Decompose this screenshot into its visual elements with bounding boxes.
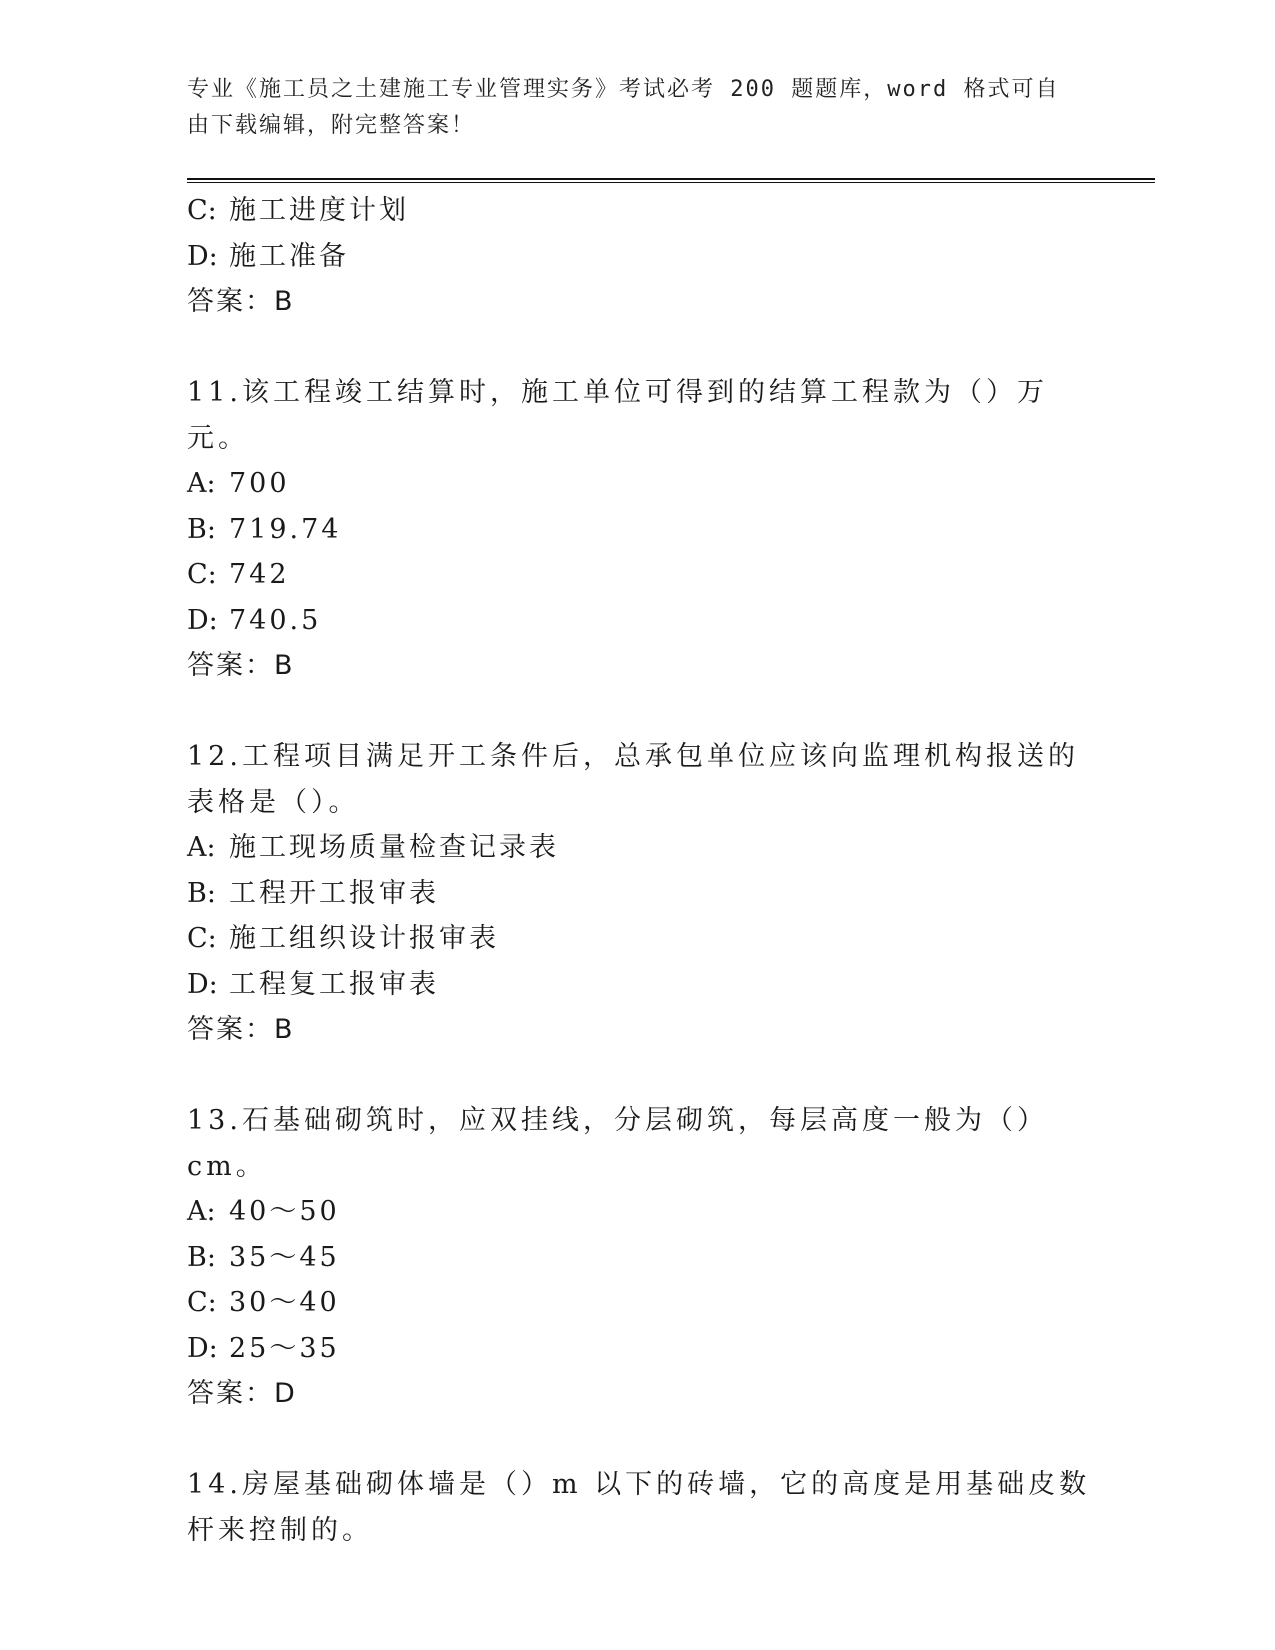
question-stem: 14.房屋基础砌体墙是（）m 以下的砖墙，它的高度是用基础皮数杆来控制的。 — [187, 1469, 1091, 1546]
question-block — [187, 734, 1107, 1053]
option-letter: C: — [187, 559, 217, 590]
option-d — [187, 1326, 1107, 1372]
option-text: 742 — [229, 559, 290, 590]
option-text: 35～45 — [229, 1241, 340, 1273]
option-text: 施工组织设计报审表 — [229, 923, 499, 954]
answer-line: 答案：B — [187, 650, 295, 681]
question-stem: 12.工程项目满足开工条件后，总承包单位应该向监理机构报送的表格是（）。 — [187, 741, 1079, 818]
question-list — [187, 188, 1107, 1553]
answer-line: 答案：D — [187, 1378, 297, 1409]
option-c — [187, 552, 1107, 598]
option-text: 30～40 — [229, 1287, 340, 1318]
option-letter: D: — [187, 604, 218, 636]
question-stem: 11.该工程竣工结算时，施工单位可得到的结算工程款为（）万元。 — [187, 377, 1048, 454]
option-text: 740.5 — [229, 604, 322, 636]
option-text: 25～35 — [229, 1332, 340, 1364]
option-letter: C: — [187, 923, 217, 954]
option-letter: B: — [187, 513, 216, 545]
option-letter: D: — [187, 240, 218, 272]
option-text: 施工进度计划 — [229, 195, 409, 226]
header-divider — [187, 178, 1155, 183]
option-b — [187, 507, 1107, 553]
option-text: 施工准备 — [229, 240, 349, 272]
option-a — [187, 461, 1107, 507]
option-text: 719.74 — [229, 513, 342, 545]
option-letter: B: — [187, 877, 216, 909]
option-letter: C: — [187, 1287, 217, 1318]
option-letter: A: — [187, 468, 216, 499]
option-text: 工程开工报审表 — [229, 877, 439, 909]
question-block — [187, 188, 1107, 325]
option-b — [187, 871, 1107, 917]
option-letter: A: — [187, 832, 216, 863]
question-block — [187, 1098, 1107, 1417]
option-text: 施工现场质量检查记录表 — [229, 832, 559, 863]
option-letter: A: — [187, 1196, 216, 1227]
question-stem: 13.石基础砌筑时，应双挂线，分层砌筑，每层高度一般为（）cm。 — [187, 1105, 1048, 1182]
option-letter: B: — [187, 1241, 216, 1273]
option-d — [187, 962, 1107, 1008]
option-b — [187, 1235, 1107, 1281]
option-c — [187, 188, 1107, 234]
option-d — [187, 234, 1107, 280]
option-letter: C: — [187, 195, 217, 226]
option-a — [187, 1189, 1107, 1235]
option-d — [187, 598, 1107, 644]
option-c — [187, 916, 1107, 962]
document-header: 专业《施工员之土建施工专业管理实务》考试必考 200 题题库，word 格式可自由下载编辑，附完整答案！ — [187, 77, 1060, 138]
answer-line: 答案：B — [187, 286, 295, 317]
option-letter: D: — [187, 968, 218, 1000]
option-text: 40～50 — [229, 1196, 340, 1227]
question-block — [187, 1462, 1107, 1553]
answer-line: 答案：B — [187, 1014, 295, 1045]
option-text: 700 — [229, 468, 290, 499]
option-letter: D: — [187, 1332, 218, 1364]
option-c — [187, 1280, 1107, 1326]
option-a — [187, 825, 1107, 871]
option-text: 工程复工报审表 — [229, 968, 439, 1000]
question-block — [187, 370, 1107, 689]
